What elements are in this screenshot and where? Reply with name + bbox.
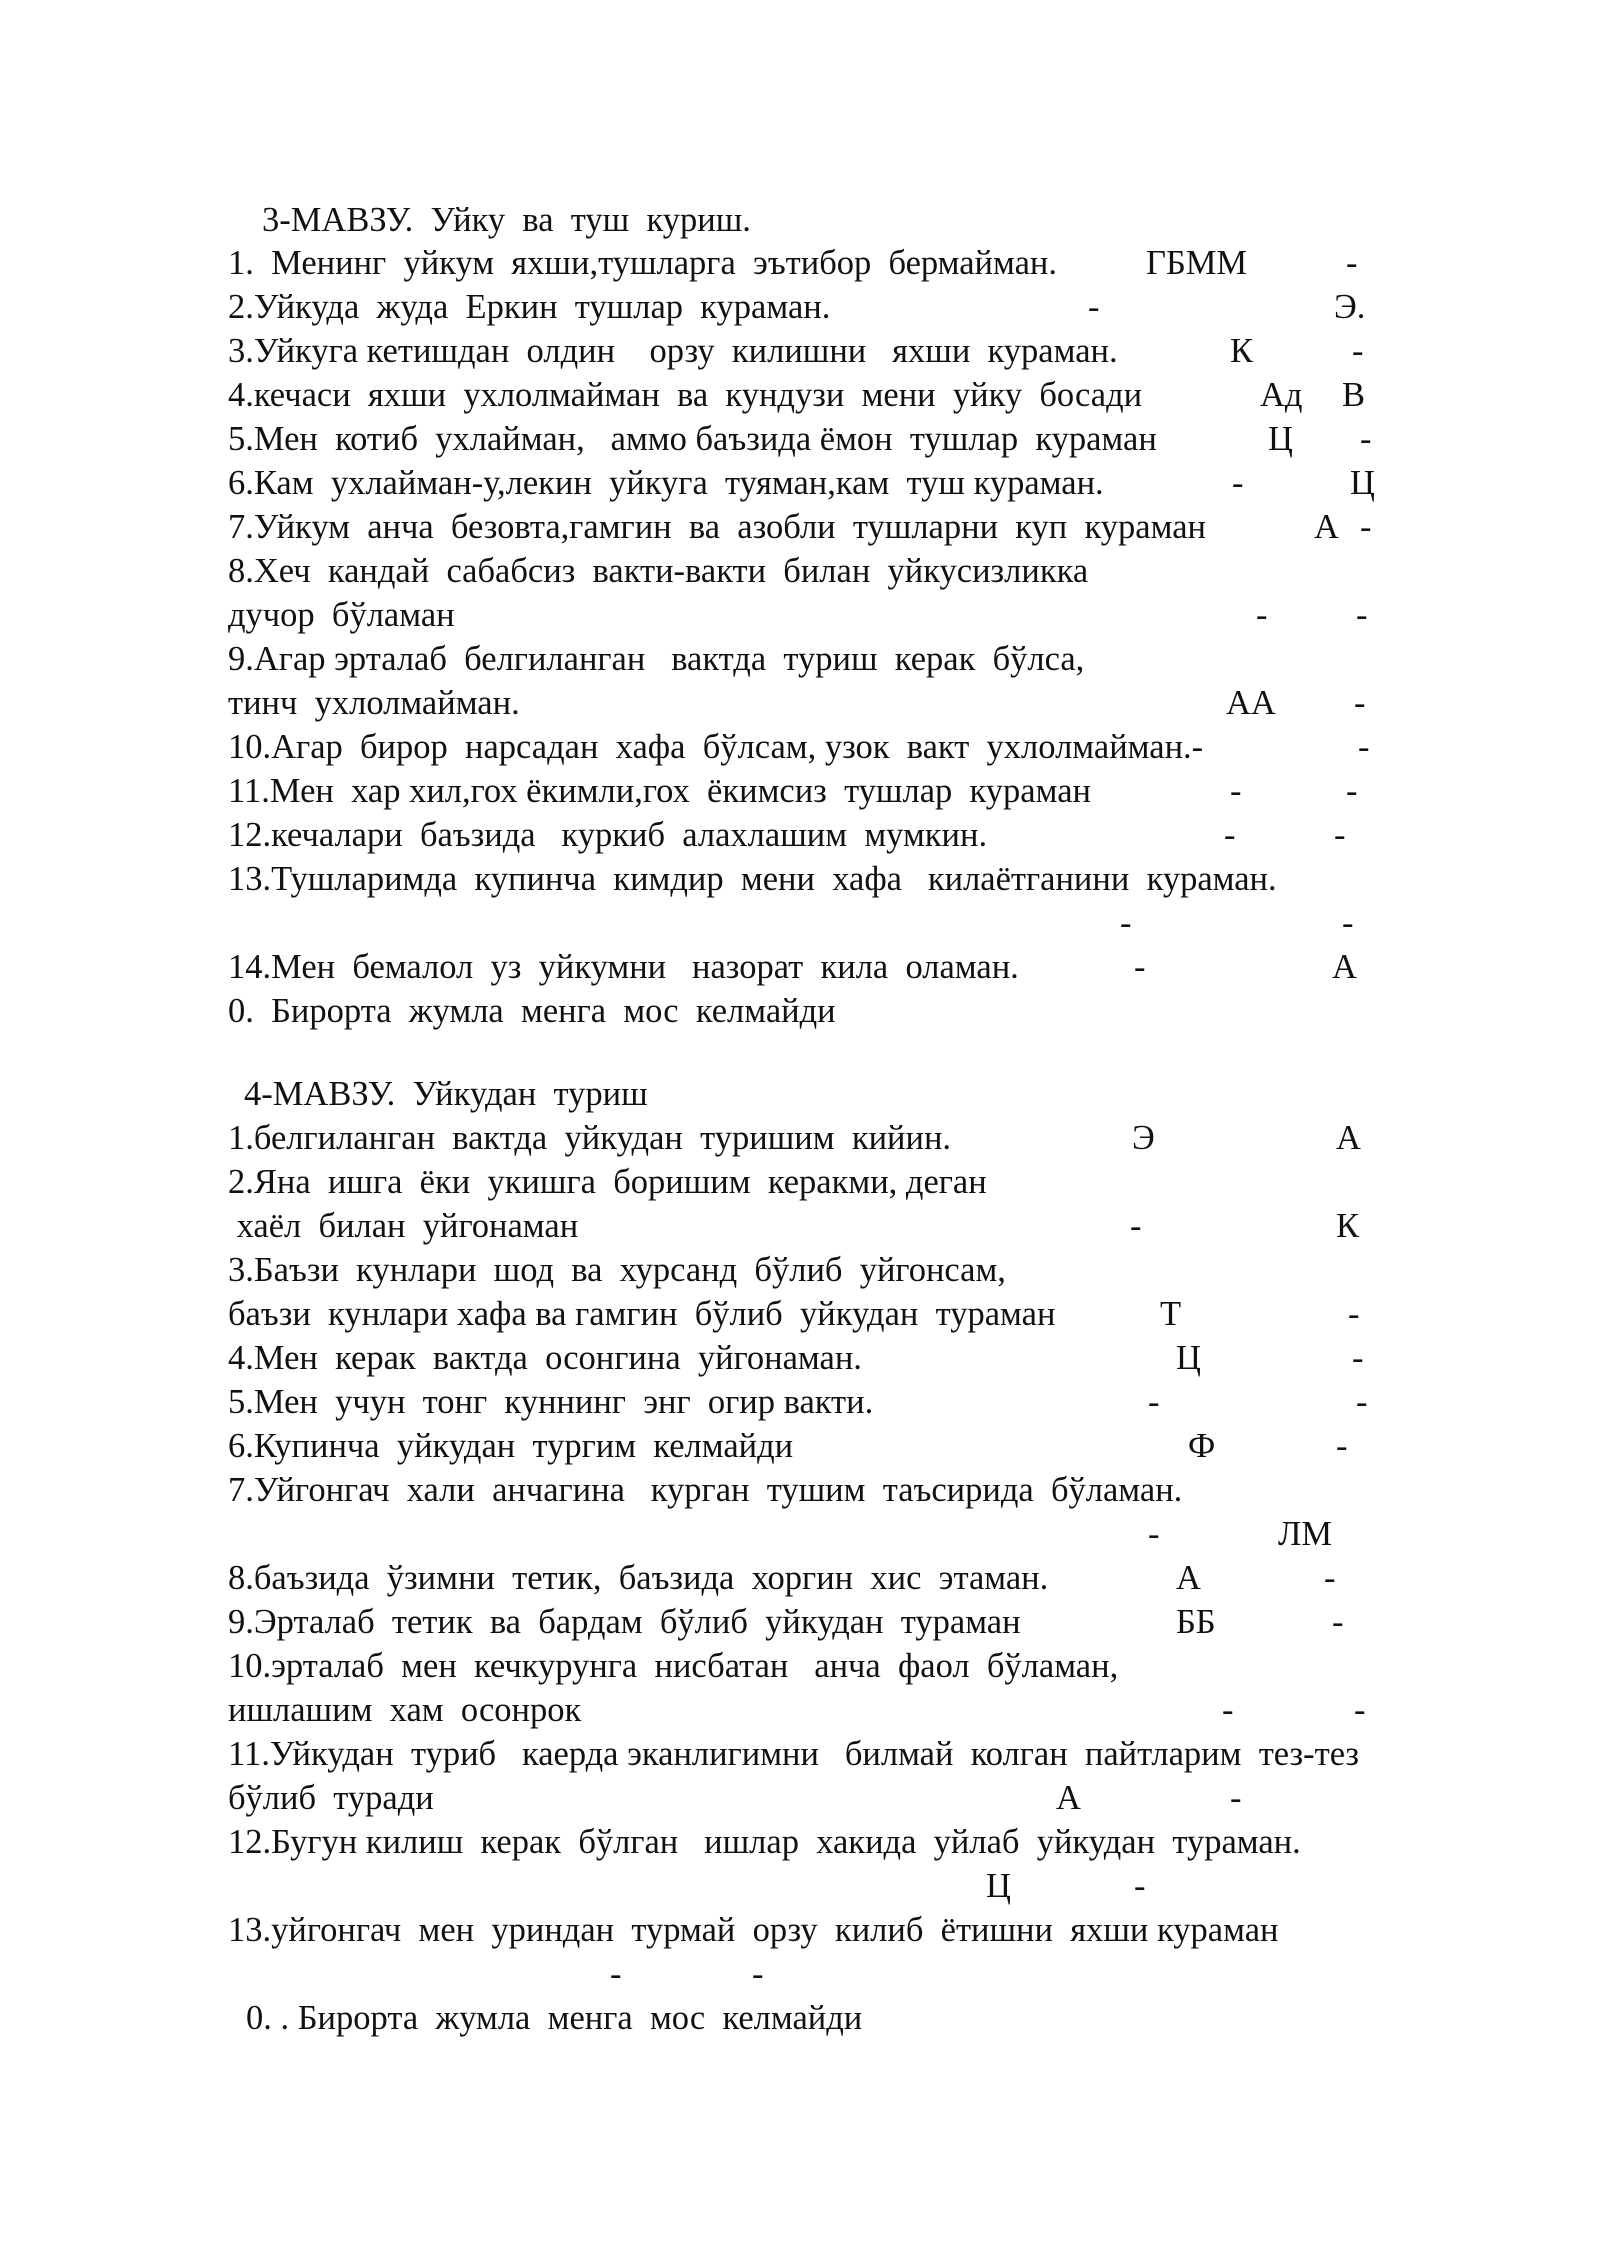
s3-item-4-mark-2: В (1342, 376, 1366, 414)
s4-item-11-cont: бўлиб туради (228, 1779, 434, 1817)
s3-item-5-mark-2: - (1360, 420, 1372, 458)
s4-item-11-mark-2: - (1230, 1779, 1242, 1817)
s3-item-14-mark-2: А (1332, 948, 1357, 986)
s3-item-2-mark-2: Э. (1334, 288, 1366, 326)
s4-item-2-cont: хаёл билан уйгонаман (228, 1207, 579, 1245)
s3-item-6-mark-1: - (1232, 464, 1244, 502)
s4-item-10-cont: ишлашим хам осонрок (228, 1691, 582, 1729)
section4-title: 4-МАВЗУ. Уйкудан туриш (244, 1075, 648, 1113)
s4-item-7-mark-1: - (1148, 1515, 1160, 1553)
s3-item-4: 4.кечаси яхши ухлолмайман ва кундузи мени уйку босади (228, 376, 1143, 414)
s3-item-9-mark-2: - (1354, 684, 1366, 722)
s3-item-12-mark-2: - (1334, 816, 1346, 854)
s4-item-7: 7.Уйгонгач хали анчагина курган тушим таъсирида бўламан. (228, 1471, 1183, 1509)
s4-item-3-cont: баъзи кунлари хафа ва гамгин бўлиб уйкудан тураман (228, 1295, 1056, 1333)
s3-item-13-mark-1: - (1120, 904, 1132, 942)
s3-item-7: 7.Уйкум анча безовта,гамгин ва азобли тушларни куп кураман (228, 508, 1206, 546)
s3-item-7-mark-1: А (1314, 508, 1339, 546)
s4-item-2: 2.Яна ишга ёки укишга боришим керакми, деган (228, 1163, 987, 1201)
s4-item-3: 3.Баъзи кунлари шод ва хурсанд бўлиб уйгонсам, (228, 1251, 1006, 1289)
s3-item-3: 3.Уйкуга кетишдан олдин орзу килишни яхши кураман. (228, 332, 1118, 370)
s4-item-8: 8.баъзида ўзимни тетик, баъзида хоргин хис этаман. (228, 1559, 1049, 1597)
s4-item-11: 11.Уйкудан туриб каерда эканлигимни билмай колган пайтларим тез-тез (228, 1735, 1360, 1773)
s3-item-3-mark-2: - (1352, 332, 1364, 370)
s3-item-12-mark-1: - (1224, 816, 1236, 854)
s3-item-1-mark-1: ГБММ (1146, 244, 1248, 282)
s3-item-6-mark-2: Ц (1350, 464, 1375, 502)
s3-item-8-mark-1: - (1256, 596, 1268, 634)
s4-item-2-mark-2: К (1336, 1207, 1360, 1245)
s3-item-1: 1. Менинг уйкум яхши,тушларга эътибор бермайман. (228, 244, 1058, 282)
s3-item-11: 11.Мен хар хил,гох ёкимли,гох ёкимсиз тушлар кураман (228, 772, 1091, 810)
s3-item-10: 10.Агар бирор нарсадан хафа бўлсам, узок вакт ухлолмайман.- (228, 728, 1204, 766)
s4-item-3-mark-2: - (1348, 1295, 1360, 1333)
s3-item-13: 13.Тушларимда купинча кимдир мени хафа килаётганини кураман. (228, 860, 1277, 898)
s4-item-8-mark-2: - (1324, 1559, 1336, 1597)
s4-item-7-mark-2: ЛМ (1278, 1515, 1333, 1553)
s4-item-5: 5.Мен учун тонг куннинг энг огир вакти. (228, 1383, 874, 1421)
s4-item-3-mark-1: Т (1160, 1295, 1182, 1333)
s3-item-4-mark-1: Ад (1260, 376, 1303, 414)
s4-item-6-mark-1: Ф (1188, 1427, 1216, 1465)
s3-item-1-mark-2: - (1346, 244, 1358, 282)
s4-item-10-mark-2: - (1354, 1691, 1366, 1729)
s3-zero-line: 0. Бирорта жумла менга мос келмайди (228, 992, 836, 1030)
s4-item-1-mark-2: А (1336, 1119, 1361, 1157)
s4-item-5-mark-1: - (1148, 1383, 1160, 1421)
s4-zero-line: 0. . Бирорта жумла менга мос келмайди (246, 1999, 863, 2037)
s4-item-10: 10.эрталаб мен кечкурунга нисбатан анча фаол бўламан, (228, 1647, 1119, 1685)
s4-item-5-mark-2: - (1356, 1383, 1368, 1421)
s3-item-11-mark-2: - (1346, 772, 1358, 810)
s3-item-9-mark-1: АА (1226, 684, 1276, 722)
s3-item-9-cont: тинч ухлолмайман. (228, 684, 520, 722)
s3-item-2: 2.Уйкуда жуда Еркин тушлар кураман. (228, 288, 831, 326)
s4-item-4-mark-2: - (1352, 1339, 1364, 1377)
s3-item-2-mark-1: - (1088, 288, 1100, 326)
s3-item-8-cont: дучор бўламан (228, 596, 455, 634)
s3-item-6: 6.Кам ухлайман-у,лекин уйкуга туяман,кам туш кураман. (228, 464, 1104, 502)
s4-item-11-mark-1: А (1056, 1779, 1081, 1817)
s3-item-8: 8.Хеч кандай сабабсиз вакти-вакти билан уйкусизликка (228, 552, 1089, 590)
s3-item-12: 12.кечалари баъзида куркиб алахлашим мумкин. (228, 816, 988, 854)
s4-item-1: 1.белгиланган вактда уйкудан туришим кийин. (228, 1119, 952, 1157)
s4-item-8-mark-1: А (1176, 1559, 1201, 1597)
s4-item-12-mark-2: - (1134, 1867, 1146, 1905)
s3-item-3-mark-1: К (1230, 332, 1254, 370)
s3-item-5-mark-1: Ц (1268, 420, 1293, 458)
s4-item-6-mark-2: - (1336, 1427, 1348, 1465)
s4-item-2-mark-1: - (1130, 1207, 1142, 1245)
s4-item-4: 4.Мен керак вактда осонгина уйгонаман. (228, 1339, 862, 1377)
s3-item-9: 9.Агар эрталаб белгиланган вактда туриш керак бўлса, (228, 640, 1085, 678)
s3-item-11-mark-1: - (1230, 772, 1242, 810)
s3-item-14: 14.Мен бемалол уз уйкумни назорат кила оламан. (228, 948, 1019, 986)
s4-item-9: 9.Эрталаб тетик ва бардам бўлиб уйкудан тураман (228, 1603, 1021, 1641)
s4-item-13-mark-2: - (752, 1955, 764, 1993)
s3-item-10-mark-2: - (1358, 728, 1370, 766)
s4-item-9-mark-1: ББ (1176, 1603, 1216, 1641)
s4-item-12-mark-1: Ц (986, 1867, 1011, 1905)
s3-item-13-mark-2: - (1342, 904, 1354, 942)
s4-item-10-mark-1: - (1222, 1691, 1234, 1729)
section3-title: 3-МАВЗУ. Уйку ва туш куриш. (262, 201, 751, 239)
s4-item-13: 13.уйгонгач мен уриндан турмай орзу килиб ётишни яхши кураман (228, 1911, 1279, 1949)
s4-item-12: 12.Бугун килиш керак бўлган ишлар хакида уйлаб уйкудан тураман. (228, 1823, 1301, 1861)
s4-item-1-mark-1: Э (1132, 1119, 1155, 1157)
s3-item-7-mark-2: - (1360, 508, 1372, 546)
s4-item-9-mark-2: - (1332, 1603, 1344, 1641)
s3-item-5: 5.Мен котиб ухлайман, аммо баъзида ёмон тушлар кураман (228, 420, 1157, 458)
s4-item-13-mark-1: - (610, 1955, 622, 1993)
s4-item-4-mark-1: Ц (1176, 1339, 1201, 1377)
s3-item-14-mark-1: - (1134, 948, 1146, 986)
s4-item-6: 6.Купинча уйкудан тургим келмайди (228, 1427, 794, 1465)
s3-item-8-mark-2: - (1356, 596, 1368, 634)
